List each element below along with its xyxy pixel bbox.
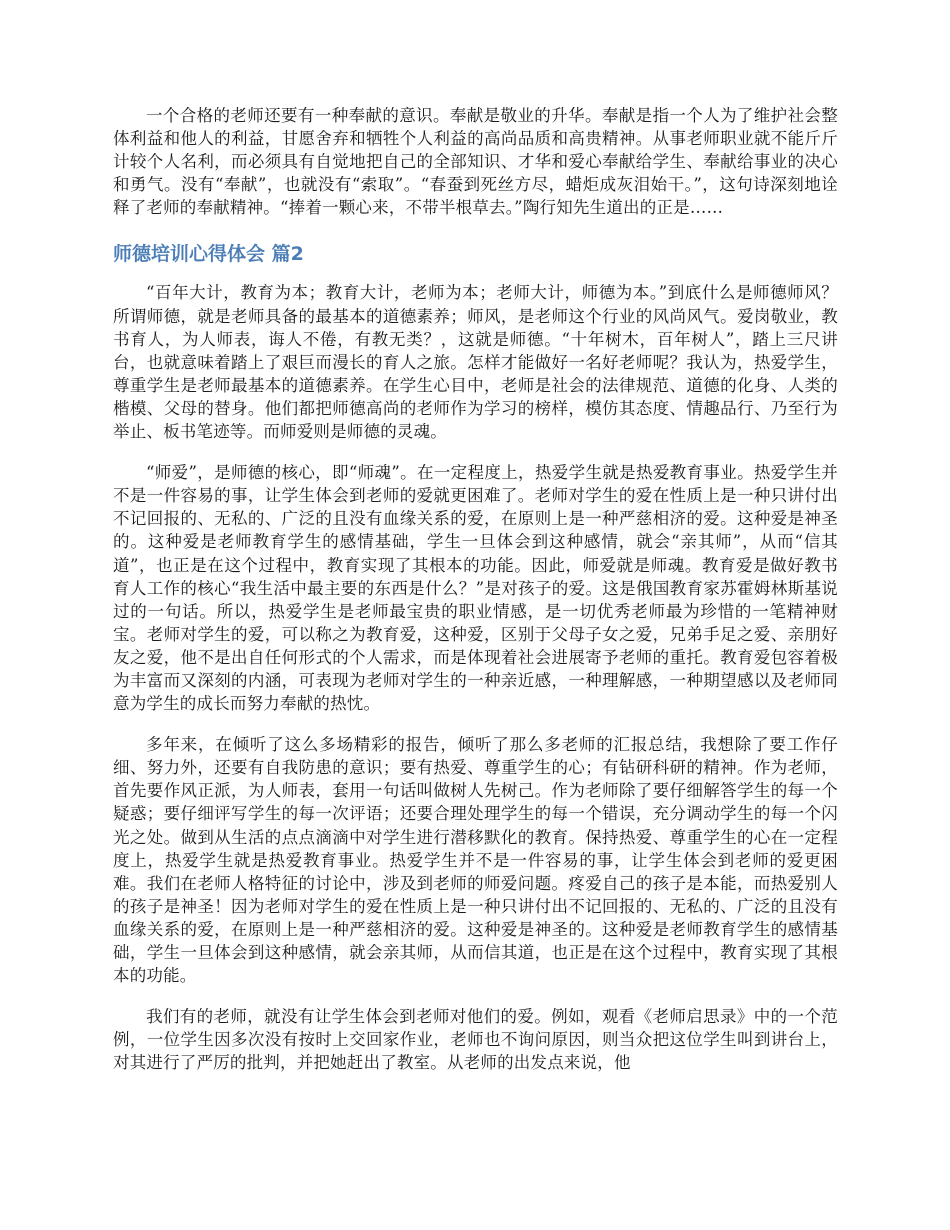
section-heading: 师德培训心得体会 篇2 [113, 243, 304, 266]
paragraph-gap [113, 443, 838, 461]
body-paragraph-2: “师爱”，是师德的核心，即“师魂”。在一定程度上，热爱学生就是热爱教育事业。热爱学生并不是一件容易的事，让学生体会到老师的爱就更困难了。老师对学生的爱在性质上是一种只讲付出不记回报的、无私的、广泛的且没有血缘关系的爱，在原则上是一种严慈相济的爱。这种爱是神圣的。这种爱是老师教育学生的感情基础，学生一旦体会到这种感情，就会“亲其师”，从而“信其道”，也正是在这个过程中，教育实现了其根本的功能。因此，师爱就是师魂。教育爱是做好教书育人工作的核心“我生活中最主要的东西是什么？”是对孩子的爱。这是俄国教育家苏霍姆林斯基说过的一句话。所以，热爱学生是老师最宝贵的职业情感，是一切优秀老师最为珍惜的一笔精神财宝。老师对学生的爱，可以称之为教育爱，这种爱，区别于父母子女之爱，兄弟手足之爱、亲朋好友之爱，他不是出自任何形式的个人需求，而是体现着社会进展寄予老师的重托。教育爱包容着极为丰富而又深刻的内涵，可表现为老师对学生的一种亲近感，一种理解感，一种期望感以及老师同意为学生的成长而努力奉献的热忱。 [113, 463, 838, 714]
document-page [113, 104, 838, 1074]
body-paragraph-1: “百年大计，教育为本；教育大计，老师为本；老师大计，师德为本。”到底什么是师德师风？所谓师德，就是老师具备的最基本的道德素养；师风，是老师这个行业的风尚风气。爱岗敬业，教书育人，为人师表，诲人不倦，有教无类？，这就是师德。“十年树木，百年树人”，踏上三尺讲台，也就意味着踏上了艰巨而漫长的育人之旅。怎样才能做好一名好老师呢？我认为，热爱学生，尊重学生是老师最基本的道德素养。在学生心目中，老师是社会的法律规范、道德的化身、人类的楷模、父母的替身。他们都把师德高尚的老师作为学习的榜样，模仿其态度、情趣品行、乃至行为举止、板书笔迹等。而师爱则是师德的灵魂。 [113, 283, 838, 442]
paragraph-gap [113, 715, 838, 733]
body-paragraph-3: 多年来，在倾听了这么多场精彩的报告，倾听了那么多老师的汇报总结，我想除了要工作仔细、努力外，还要有自我防患的意识；要有热爱、尊重学生的心；有钻研科研的精神。作为老师，首先要作风正派，为人师表，套用一句话叫做树人先树己。作为老师除了要仔细解答学生的每一个疑惑；要仔细评写学生的每一次评语；还要合理处理学生的每一个错误，充分调动学生的每一个闪光之处。做到从生活的点点滴滴中对学生进行潜移默化的教育。保持热爱、尊重学生的心在一定程度上，热爱学生就是热爱教育事业。热爱学生并不是一件容易的事，让学生体会到老师的爱更困难。我们在老师人格特征的讨论中，涉及到老师的师爱问题。疼爱自己的孩子是本能，而热爱别人的孩子是神圣！因为老师对学生的爱在性质上是一种只讲付出不记回报的、无私的、广泛的且没有血缘关系的爱，在原则上是一种严慈相济的爱。这种爱是神圣的。这种爱是老师教育学生的感情基础，学生一旦体会到这种感情，就会亲其师，从而信其道，也正是在这个过程中，教育实现了其根本的功能。 [113, 735, 838, 986]
paragraph-gap [113, 987, 838, 1005]
body-paragraph-4: 我们有的老师，就没有让学生体会到老师对他们的爱。例如，观看《老师启思录》中的一个范例，一位学生因多次没有按时上交回家作业，老师也不询问原因，则当众把这位学生叫到讲台上，对其进行了严厉的批判，并把她赶出了教室。从老师的出发点来说，他 [113, 1007, 838, 1073]
intro-paragraph: 一个合格的老师还要有一种奉献的意识。奉献是敬业的升华。奉献是指一个人为了维护社会整体利益和他人的利益，甘愿舍弃和牺牲个人利益的高尚品质和高贵精神。从事老师职业就不能斤斤计较个人名利，而必须具有自觉地把自己的全部知识、才华和爱心奉献给学生、奉献给事业的决心和勇气。没有“奉献”，也就没有“索取”。“春蚕到死丝方尽，蜡炬成灰泪始干。”，这句诗深刻地诠释了老师的奉献精神。“捧着一颗心来，不带半根草去。”陶行知先生道出的正是…… [113, 106, 838, 218]
